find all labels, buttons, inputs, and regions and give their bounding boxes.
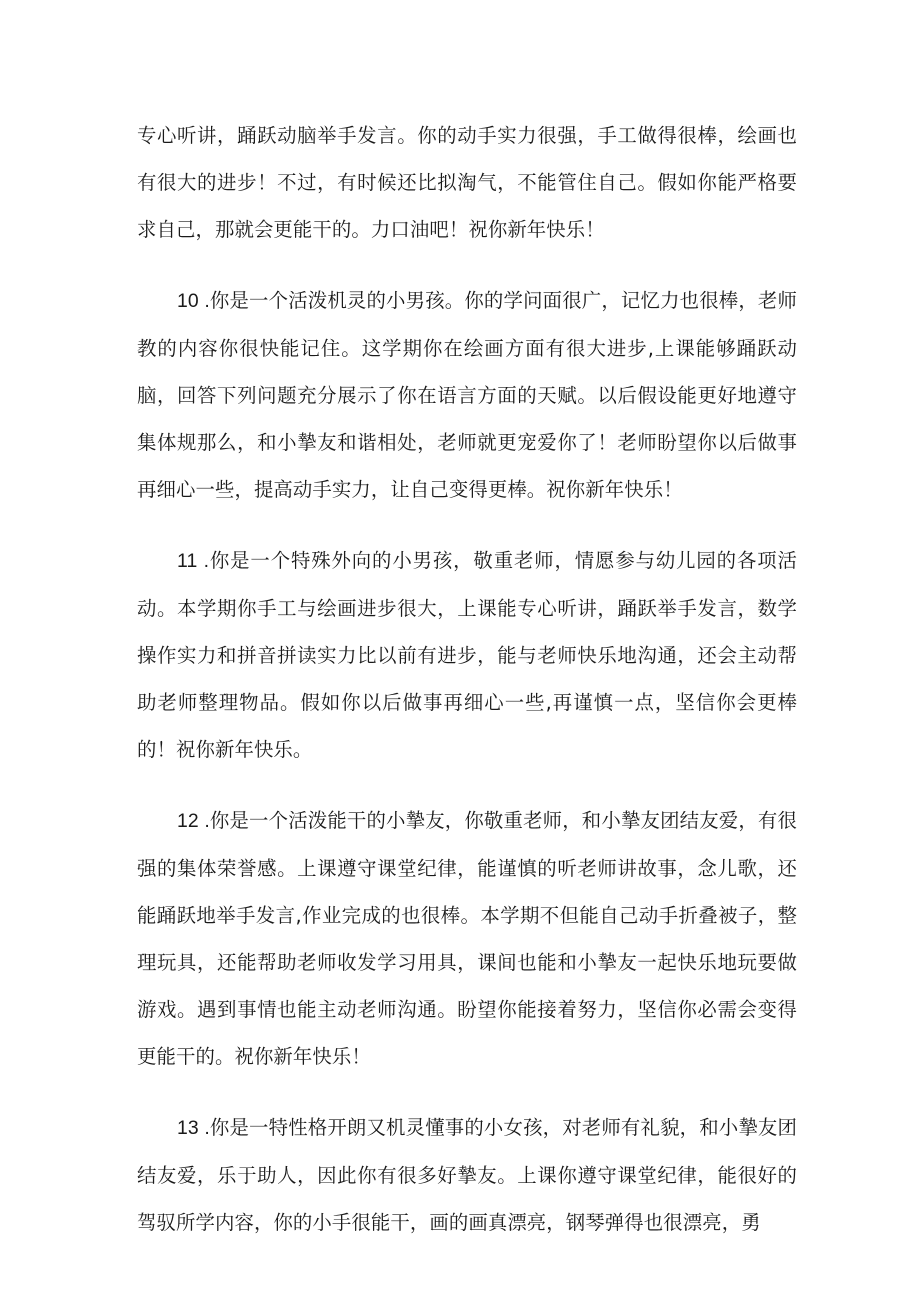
paragraph-10	[137, 277, 797, 513]
document-body	[137, 112, 797, 1270]
paragraph-text: 你是一个活泼机灵的小男孩。你的学问面很广，记忆力也很棒，老师教的内容你很快能记住。这学期你在绘画方面有很大进步,上课能够踊跃动脑，回答下列问题充分展示了你在语言方面的天赋。以后假设能更好地遵守集体规那么，和小摯友和谐相处，老师就更宠爱你了！老师盼望你以后做事再细心一些，提高动手实力，让自己变得更棒。祝你新年快乐！	[137, 289, 797, 501]
paragraph-number: 11 .	[177, 550, 210, 572]
paragraph-12	[137, 797, 797, 1080]
paragraph-text: 你是一特性格开朗又机灵懂事的小女孩，对老师有礼貌，和小摯友团结友爱，乐于助人，因此你有很多好摯友。上课你遵守课堂纪律，能很好的驾驭所学内容，你的小手很能干，画的画真漂亮，钢琴弹得也很漂亮，勇	[137, 1116, 797, 1234]
paragraph-number: 12 .	[177, 810, 210, 832]
paragraph-text: 你是一个特殊外向的小男孩，敬重老师，情愿参与幼儿园的各项活动。本学期你手工与绘画进步很大，上课能专心听讲，踊跃举手发言，数学操作实力和拼音拼读实力比以前有进步，能与老师快乐地沟通，还会主动帮助老师整理物品。假如你以后做事再细心一些,再谨慎一点，坚信你会更棒的！祝你新年快乐。	[137, 549, 797, 761]
paragraph-text: 专心听讲，踊跃动脑举手发言。你的动手实力很强，手工做得很棒，绘画也有很大的进步！不过，有时候还比拟淘气，不能管住自己。假如你能严格要求自己，那就会更能干的。力口油吧！祝你新年快乐！	[137, 124, 797, 241]
paragraph-text: 你是一个活泼能干的小摯友，你敬重老师，和小摯友团结友爱，有很强的集体荣誉感。上课遵守课堂纪律，能谨慎的听老师讲故事，念儿歌，还能踊跃地举手发言,作业完成的也很棒。本学期不但能自己动手折叠被子，整理玩具，还能帮助老师收发学习用具，课间也能和小摯友一起快乐地玩要做游戏。遇到事情也能主动老师沟通。盼望你能接着努力，坚信你必需会变得更能干的。祝你新年快乐！	[137, 809, 797, 1068]
paragraph-number: 10 .	[177, 290, 210, 312]
paragraph-number: 13 .	[177, 1117, 210, 1139]
paragraph-13	[137, 1104, 797, 1246]
paragraph-continuation	[137, 112, 797, 253]
paragraph-11	[137, 537, 797, 773]
